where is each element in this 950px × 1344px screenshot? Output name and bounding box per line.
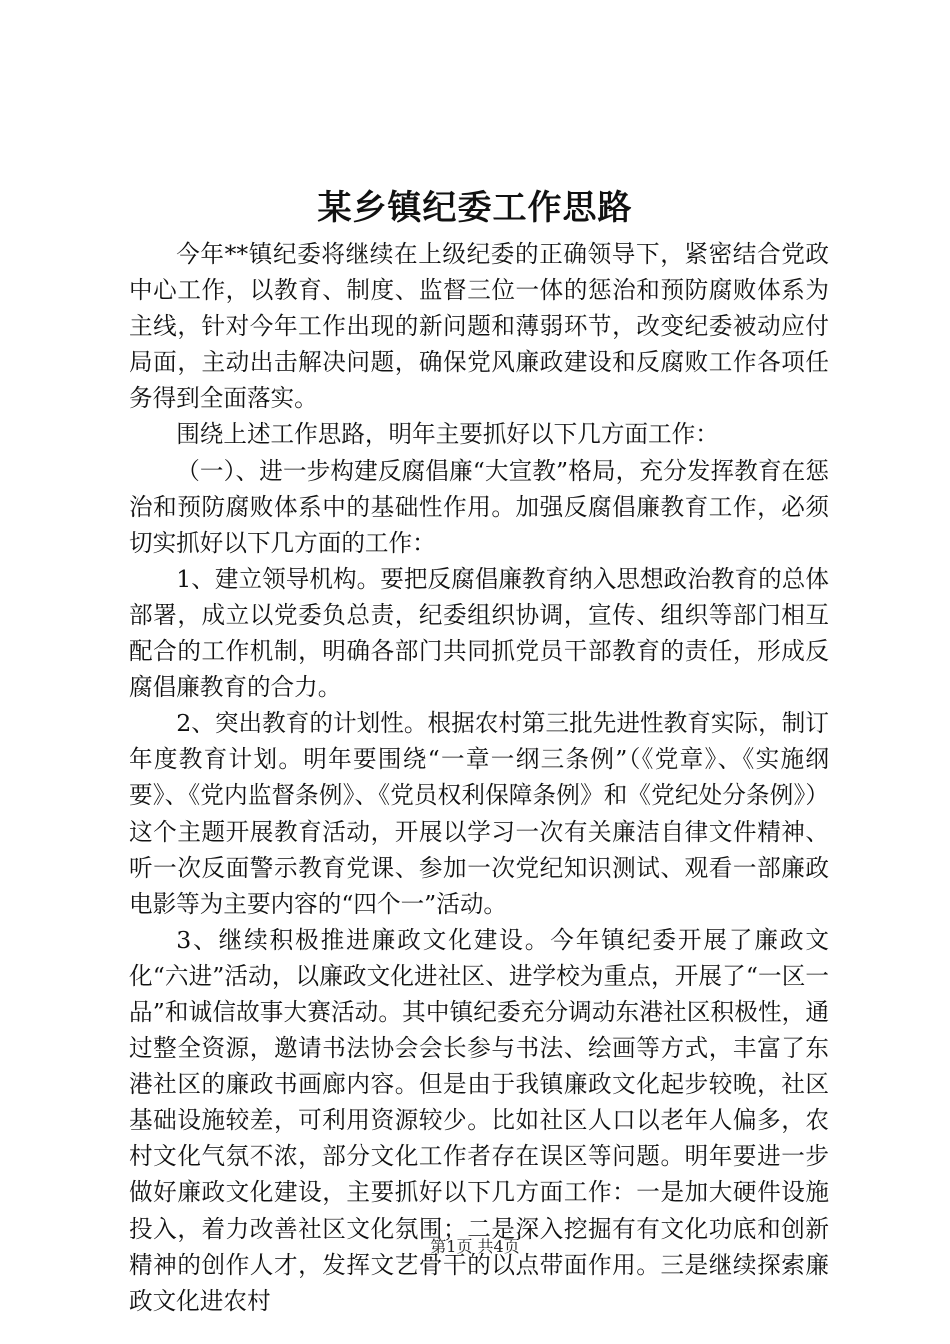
document-title: 某乡镇纪委工作思路	[317, 188, 633, 228]
page-number-footer: 第1页 共4页	[430, 1237, 520, 1256]
document-body	[129, 236, 829, 1319]
paragraph-intro: 今年**镇纪委将继续在上级纪委的正确领导下，紧密结合党政中心工作，以教育、制度、监督三位一体的惩治和预防腐败体系为主线，针对今年工作出现的新问题和薄弱环节，改变纪委被动应付局面，主动出击解决问题，确保党风廉政建设和反腐败工作各项任务得到全面落实。	[129, 240, 829, 413]
paragraph-item-2: 2、突出教育的计划性。根据农村第三批先进性教育实际，制订年度教育计划。明年要围绕“一章一纲三条例”（《党章》、《实施纲要》、《党内监督条例》、《党员权利保障条例》和《党纪处分条例》）这个主题开展教育活动，开展以学习一次有关廉洁自律文件精神、听一次反面警示教育党课、参加一次党纪知识测试、观看一部廉政电影等为主要内容的“四个一”活动。	[129, 709, 829, 918]
paragraph-outline: 围绕上述工作思路，明年主要抓好以下几方面工作：	[176, 420, 719, 449]
paragraph-section-one: （一）、进一步构建反腐倡廉“大宣教”格局，充分发挥教育在惩治和预防腐败体系中的基础性作用。加强反腐倡廉教育工作，必须切实抓好以下几方面的工作：	[129, 456, 829, 557]
paragraph-item-1: 1、建立领导机构。要把反腐倡廉教育纳入思想政治教育的总体部署，成立以党委负总责，纪委组织协调，宣传、组织等部门相互配合的工作机制，明确各部门共同抓党员干部教育的责任，形成反腐倡廉教育的合力。	[129, 564, 829, 702]
paragraph-item-3: 3、继续积极推进廉政文化建设。今年镇纪委开展了廉政文化“六进”活动，以廉政文化进社区、进学校为重点，开展了“一区一品”和诚信故事大赛活动。其中镇纪委充分调动东港社区积极性，通过整全资源，邀请书法协会会长参与书法、绘画等方式，丰富了东港社区的廉政书画廊内容。但是由于我镇廉政文化起步较晚，社区基础设施较差，可利用资源较少。比如社区人口以老年人偏多，农村文化气氛不浓，部分文化工作者存在误区等问题。明年要进一步做好廉政文化建设，主要抓好以下几方面工作：一是加大硬件设施投入，着力改善社区文化氛围；二是深入挖掘有有文化功底和创新精神的创作人才，发挥文艺骨干的以点带面作用。三是继续探索廉政文化进农村	[129, 925, 829, 1315]
